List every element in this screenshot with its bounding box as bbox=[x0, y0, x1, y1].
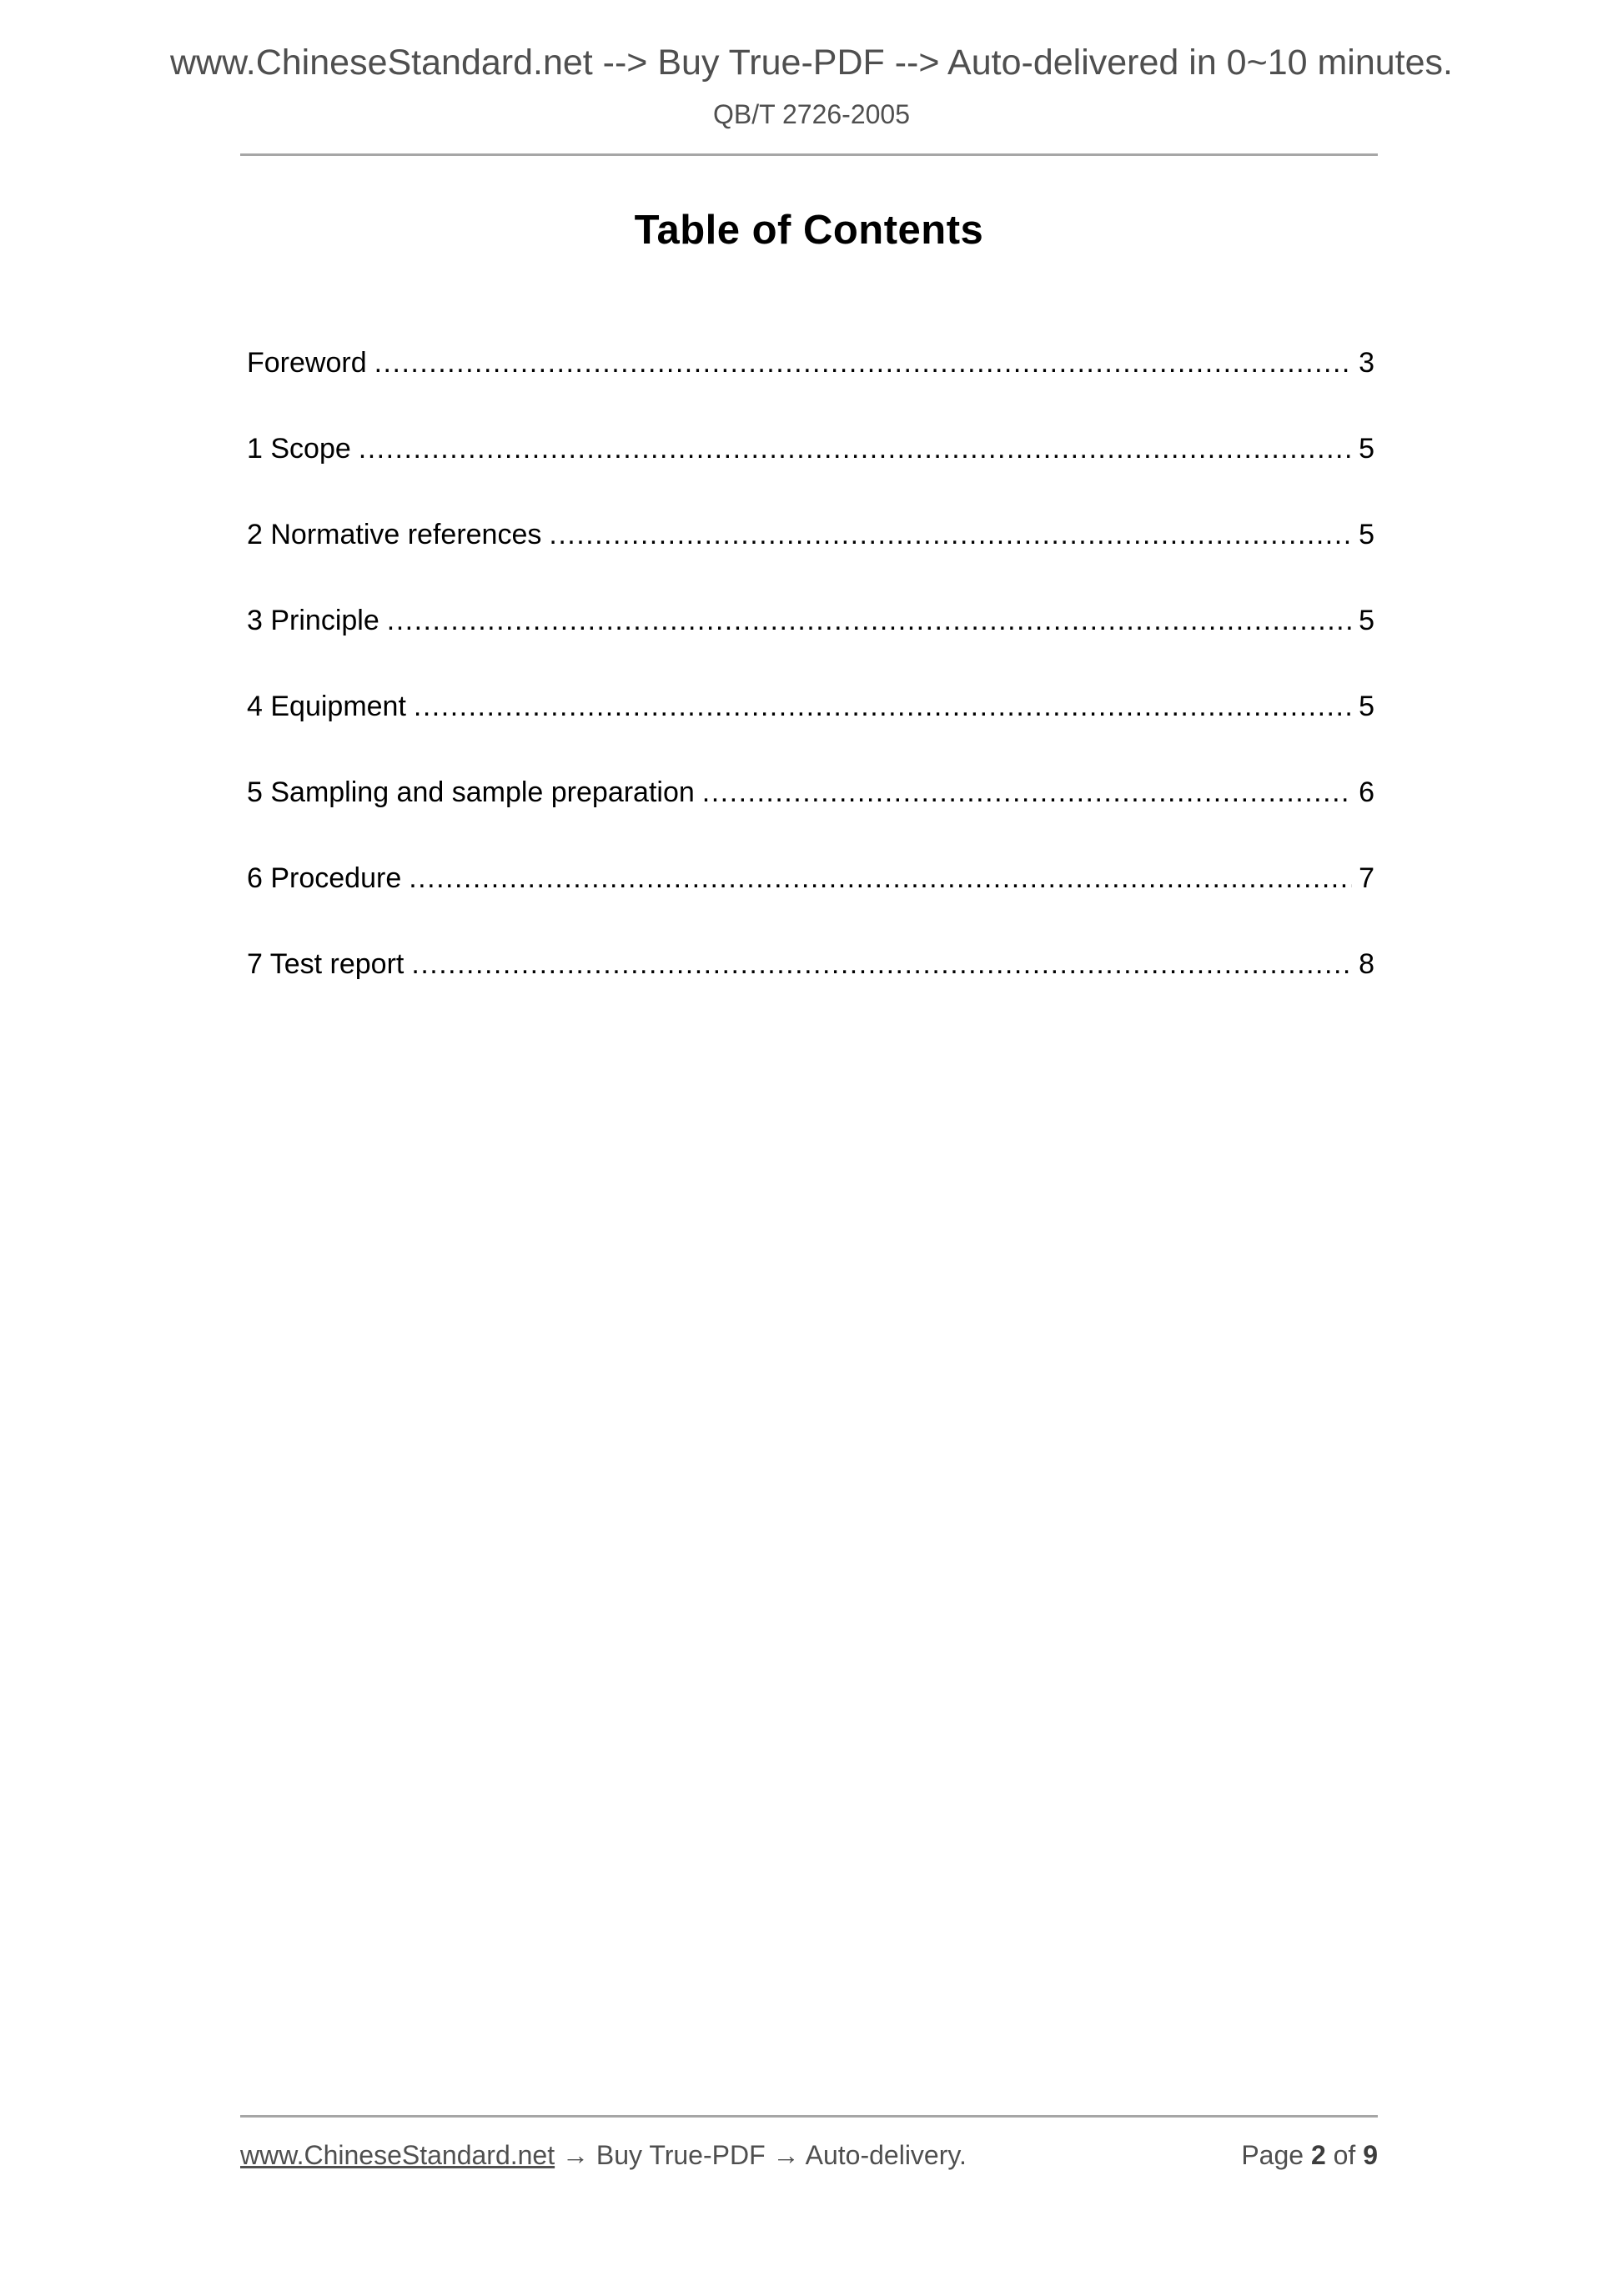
toc-entry-label[interactable]: 4 Equipment bbox=[247, 691, 406, 722]
footer-delivery-text: → Buy True-PDF → Auto-delivery. bbox=[562, 2140, 967, 2170]
toc-leader-dots bbox=[387, 603, 1352, 638]
toc-entry-page: 5 bbox=[1359, 433, 1374, 465]
page-indicator bbox=[1241, 2139, 1378, 2171]
toc-leader-dots bbox=[411, 947, 1352, 982]
toc-leader-dots bbox=[374, 345, 1352, 380]
page-title: Table of Contents bbox=[634, 208, 984, 253]
toc-entry-page: 5 bbox=[1359, 605, 1374, 636]
page-indicator-label: Page bbox=[1241, 2140, 1304, 2170]
toc-entry-label[interactable]: 2 Normative references bbox=[247, 519, 542, 550]
page-indicator-current: 2 bbox=[1310, 2140, 1326, 2170]
toc-entry-label[interactable]: 3 Principle bbox=[247, 605, 379, 636]
toc-entry-label[interactable]: Foreword bbox=[247, 347, 367, 379]
toc-entry-procedure[interactable] bbox=[247, 861, 1374, 896]
toc-leader-dots bbox=[702, 775, 1352, 810]
page-indicator-total: 9 bbox=[1363, 2140, 1378, 2170]
toc-entry-page: 8 bbox=[1359, 948, 1374, 980]
toc-entry-test-report[interactable] bbox=[247, 947, 1374, 982]
standard-number: QB/T 2726-2005 bbox=[712, 99, 910, 129]
toc-entry-page: 5 bbox=[1359, 519, 1374, 550]
page-footer bbox=[240, 2139, 1378, 2171]
header-banner-text: www.ChineseStandard.net --> Buy True-PDF --> Auto-delivered in 0~10 minutes. bbox=[169, 43, 1453, 83]
toc-leader-dots bbox=[414, 689, 1352, 724]
toc-leader-dots bbox=[359, 431, 1352, 466]
footer-divider bbox=[240, 2115, 1378, 2118]
toc-entry-equipment[interactable] bbox=[247, 689, 1374, 724]
page-indicator-of: of bbox=[1333, 2140, 1356, 2170]
toc-entry-normative-references[interactable] bbox=[247, 517, 1374, 552]
footer-website-link[interactable]: www.ChineseStandard.net bbox=[240, 2140, 555, 2170]
toc-leader-dots bbox=[409, 861, 1352, 896]
header-divider bbox=[240, 153, 1378, 156]
toc-entry-page: 6 bbox=[1359, 776, 1374, 808]
toc-entry-principle[interactable] bbox=[247, 603, 1374, 638]
toc-entry-label[interactable]: 1 Scope bbox=[247, 433, 351, 465]
toc-leader-dots bbox=[549, 517, 1352, 552]
toc-entry-page: 3 bbox=[1359, 347, 1374, 379]
toc-entry-page: 7 bbox=[1359, 862, 1374, 894]
table-of-contents bbox=[247, 345, 1374, 1032]
toc-entry-sampling[interactable] bbox=[247, 775, 1374, 810]
toc-entry-label[interactable]: 6 Procedure bbox=[247, 862, 402, 894]
toc-entry-label[interactable]: 5 Sampling and sample preparation bbox=[247, 776, 695, 808]
toc-entry-label[interactable]: 7 Test report bbox=[247, 948, 404, 980]
toc-entry-page: 5 bbox=[1359, 691, 1374, 722]
footer-delivery-note bbox=[240, 2139, 967, 2171]
toc-entry-scope[interactable] bbox=[247, 431, 1374, 466]
toc-entry-foreword[interactable] bbox=[247, 345, 1374, 380]
